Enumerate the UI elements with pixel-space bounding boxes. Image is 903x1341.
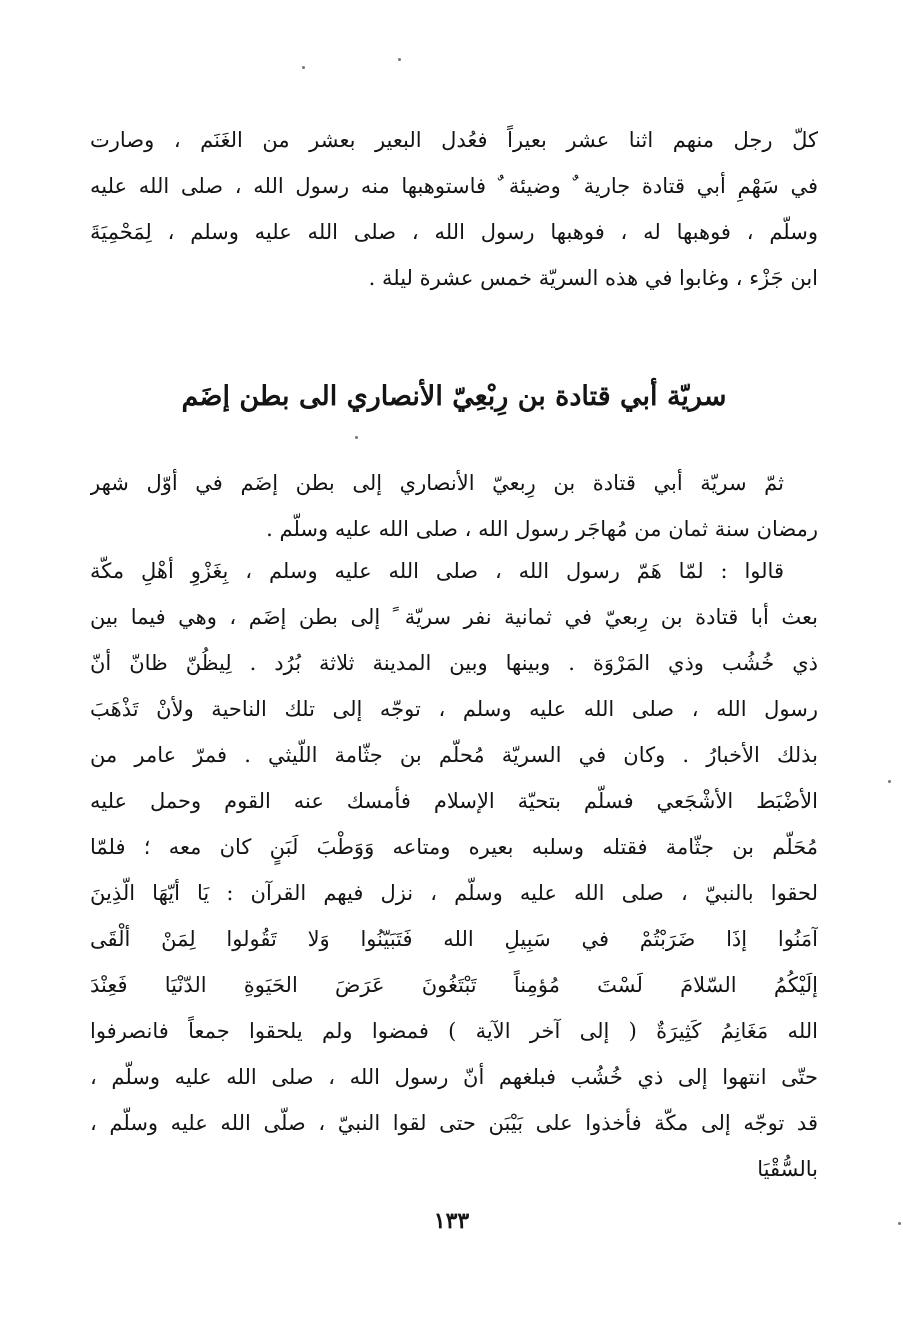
text-line: قد توجّه إلى مكّة فأخذوا على بَيْبَن حتى لقوا النبيّ ، صلّى الله عليه وسلّم ، xyxy=(90,1111,818,1135)
section-title: سريّة أبي قتادة بن رِبْعِيّ الأنصاري الى بطن إضَم xyxy=(181,381,727,412)
text-line: كلّ رجل منهم اثنا عشر بعيراً فعُدل البعير بعشر من الغَنَم ، وصارت xyxy=(90,128,818,152)
paragraph-intro xyxy=(90,460,818,552)
continued-paragraph xyxy=(90,117,818,301)
text-line: الأضْبَط الأشْجَعي فسلّم بتحيّة الإسلام فأمسك عنه القوم وحمل عليه xyxy=(90,789,818,813)
text-line: حتّى انتهوا إلى ذي خُشُب فبلغهم أنّ رسول الله ، صلى الله عليه وسلّم ، xyxy=(90,1065,818,1089)
text-line: ابن جَزْء ، وغابوا في هذه السريّة خمس عشرة ليلة . xyxy=(368,266,818,290)
text-line: مُحَلّم بن جثّامة فقتله وسلبه بعيره ومتاعه وَوَطْبَ لَبَنٍ كان معه ؛ فلمّا xyxy=(90,835,818,859)
scan-speck xyxy=(888,780,891,783)
text-line: قالوا : لمّا هَمّ رسول الله ، صلى الله عليه وسلم ، بِغَزْوِ أهْلِ مكّة xyxy=(90,559,784,583)
paragraph-narrative xyxy=(90,548,818,1192)
text-line: لحقوا بالنبيّ ، صلى الله عليه وسلّم ، نزل فيهم القرآن : يَا أيّهَا الّذِينَ xyxy=(90,881,818,905)
text-line: بعث أبا قتادة بن رِبعيّ في ثمانية نفر سريّة ً إلى بطن إضَم ، وهي فيما بين xyxy=(90,605,818,629)
scan-speck xyxy=(898,1222,901,1225)
text-line: وسلّم ، فوهبها له ، فوهبها رسول الله ، صلى الله عليه وسلم ، لِمَحْمِيَةَ xyxy=(90,220,818,244)
text-line: رمضان سنة ثمان من مُهاجَر رسول الله ، صلى الله عليه وسلّم . xyxy=(266,517,818,541)
text-line: بالسُّقْيَا xyxy=(757,1157,818,1181)
text-line: في سَهْمِ أبي قتادة جارية ٌ وضيئة ٌ فاستوهبها منه رسول الله ، صلى الله عليه xyxy=(90,174,818,198)
text-line: الله مَغَانِمُ كَثِيرَةٌ ( إلى آخر الآية ) فمضوا ولم يلحقوا جمعاً فانصرفوا xyxy=(90,1019,818,1043)
text-line: ذي خُشُب وذي المَرْوَة . وبينها وبين المدينة ثلاثة بُرُد . لِيظُنّ ظانّ أنّ xyxy=(90,651,818,675)
text-line: إلَيْكُمُ السّلامَ لَسْتَ مُؤمِناً تَبْتَغُونَ عَرَضَ الحَيَوةِ الدّنْيَا فَعِنْدَ xyxy=(90,973,818,997)
page-number: ١٣٣ xyxy=(433,1208,470,1234)
text-line: بذلك الأخبارُ . وكان في السريّة مُحلّم بن جثّامة اللّيثي . فمرّ عامر من xyxy=(90,743,818,767)
text-line: رسول الله ، صلى الله عليه وسلم ، توجّه إلى تلك الناحية ولأنْ تَذْهَبَ xyxy=(90,697,818,721)
scan-speck xyxy=(302,66,305,69)
text-line: ثمّ سريّة أبي قتادة بن رِبعيّ الأنصاري إلى بطن إضَم في أوّل شهر xyxy=(90,471,784,495)
text-line: آمَنُوا إذَا ضَرَبْتُمْ في سَبِيلِ الله فَتَبَيّنُوا وَلا تَقُولوا لِمَنْ ألْقَى xyxy=(90,927,818,951)
scan-speck xyxy=(355,436,358,439)
scan-speck xyxy=(398,58,401,61)
